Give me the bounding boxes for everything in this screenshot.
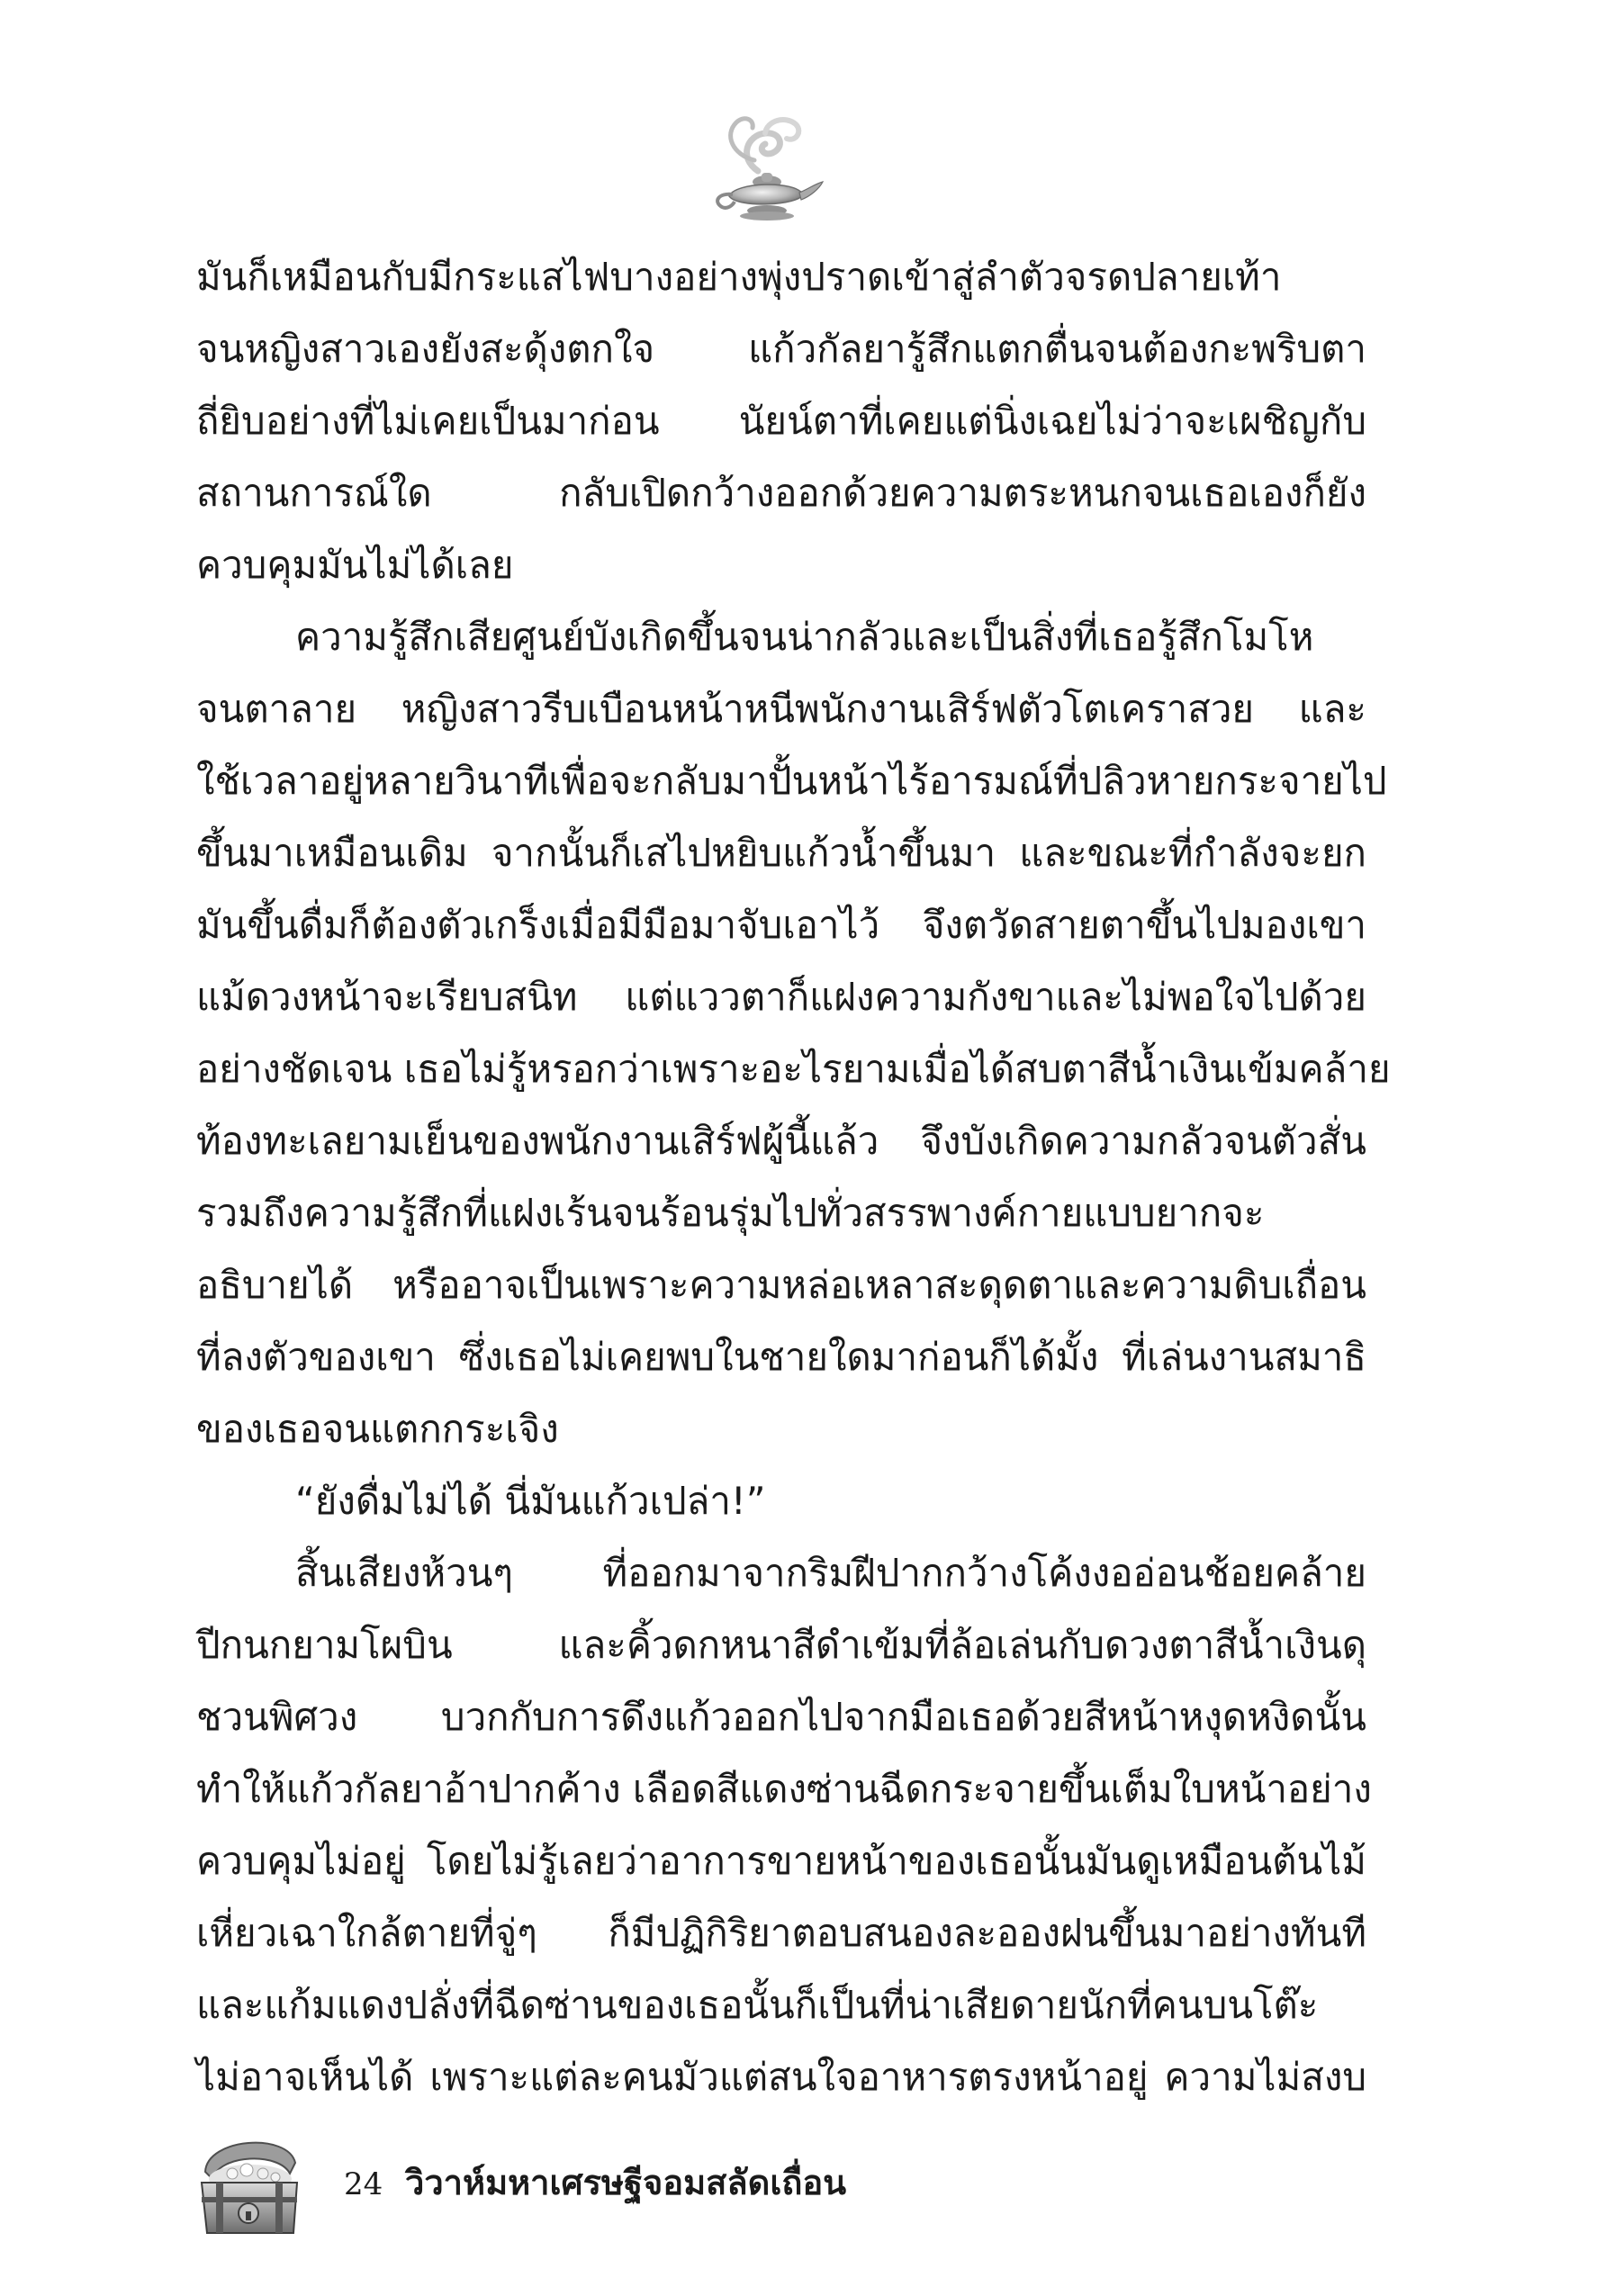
text-line: ควบคุมไม่อยู่ โดยไม่รู้เลยว่าอาการขายหน้าของเธอนั้นมันดูเหมือนต้นไม้ [196, 1839, 1366, 1883]
text-line: ใช้เวลาอยู่หลายวินาทีเพื่อจะกลับมาปั้นหน้าไร้อารมณ์ที่ปลิวหายกระจายไป [196, 759, 1387, 803]
text-line: แม้ดวงหน้าจะเรียบสนิท แต่แววตาก็แฝงความกังขาและไม่พอใจไปด้วย [196, 975, 1366, 1019]
text-line: ปีกนกยามโผบิน และคิ้วดกหนาสีดำเข้มที่ล้อเล่นกับดวงตาสีน้ำเงินดุ [196, 1623, 1366, 1667]
paragraph [196, 241, 1366, 601]
text-line: จนหญิงสาวเองยังสะดุ้งตกใจ แก้วกัลยารู้สึกแตกตื่นจนต้องกะพริบตา [196, 327, 1366, 371]
text-line: เหี่ยวเฉาใกล้ตายที่จู่ๆ ก็มีปฏิกิริยาตอบสนองละอองฝนขึ้นมาอย่างทันที [196, 1911, 1366, 1955]
treasure-chest-icon [189, 2120, 315, 2246]
text-line: ชวนพิศวง บวกกับการดึงแก้วออกไปจากมือเธอด้วยสีหน้าหงุดหงิดนั้น [196, 1695, 1366, 1739]
body-text [196, 241, 1391, 2113]
paragraph [196, 1465, 1366, 1537]
page-footer [189, 2120, 999, 2246]
text-line: ความรู้สึกเสียศูนย์บังเกิดขึ้นจนน่ากลัวและเป็นสิ่งที่เธอรู้สึกโมโห [295, 615, 1314, 659]
text-line: ที่ลงตัวของเขา ซึ่งเธอไม่เคยพบในชายใดมาก่อนก็ได้มั้ง ที่เล่นงานสมาธิ [196, 1335, 1366, 1379]
text-line: มันขึ้นดื่มก็ต้องตัวเกร็งเมื่อมีมือมาจับเอาไว้ จึงตวัดสายตาขึ้นไปมองเขา [196, 903, 1366, 947]
genie-lamp-icon [702, 108, 828, 225]
text-line: ไม่อาจเห็นได้ เพราะแต่ละคนมัวแต่สนใจอาหารตรงหน้าอยู่ ความไม่สงบ [196, 2055, 1366, 2099]
text-line: มันก็เหมือนกับมีกระแสไฟบางอย่างพุ่งปราดเข้าสู่ลำตัวจรดปลายเท้า [196, 255, 1282, 299]
paragraph [196, 1537, 1372, 2113]
text-line: สถานการณ์ใด กลับเปิดกว้างออกด้วยความตระหนกจนเธอเองก็ยัง [196, 471, 1366, 515]
text-line: ของเธอจนแตกกระเจิง [196, 1407, 559, 1451]
text-line: ขึ้นมาเหมือนเดิม จากนั้นก็เสไปหยิบแก้วน้ำขึ้นมา และขณะที่กำลังจะยก [196, 831, 1366, 875]
text-line: สิ้นเสียงห้วนๆ ที่ออกมาจากริมฝีปากกว้างโค้งงออ่อนช้อยคล้าย [295, 1551, 1366, 1595]
text-line: และแก้มแดงปลั่งที่ฉีดซ่านของเธอนั้นก็เป็นที่น่าเสียดายนักที่คนบนโต๊ะ [196, 1983, 1319, 2027]
text-line: อย่างชัดเจน เธอไม่รู้หรอกว่าเพราะอะไรยามเมื่อได้สบตาสีน้ำเงินเข้มคล้าย [196, 1047, 1391, 1091]
text-line: รวมถึงความรู้สึกที่แฝงเร้นจนร้อนรุ่มไปทั่วสรรพางค์กายแบบยากจะ [196, 1191, 1265, 1235]
text-line: จนตาลาย หญิงสาวรีบเบือนหน้าหนีพนักงานเสิร์ฟตัวโตเคราสวย และ [196, 687, 1366, 731]
text-line: ทำให้แก้วกัลยาอ้าปากค้าง เลือดสีแดงซ่านฉีดกระจายขึ้นเต็มใบหน้าอย่าง [196, 1767, 1372, 1811]
paragraph [196, 601, 1391, 1465]
page-number: 24 [344, 2166, 383, 2202]
text-line: ควบคุมมันไม่ได้เลย [196, 543, 514, 587]
text-line: ท้องทะเลยามเย็นของพนักงานเสิร์ฟผู้นี้แล้ว จึงบังเกิดความกลัวจนตัวสั่น [196, 1119, 1366, 1163]
text-line: อธิบายได้ หรืออาจเป็นเพราะความหล่อเหลาสะดุดตาและความดิบเถื่อน [196, 1263, 1366, 1307]
running-title: วิวาห์มหาเศรษฐีจอมสลัดเถื่อน [405, 2163, 847, 2202]
text-line: “ยังดื่มไม่ได้ นี่มันแก้วเปล่า!” [295, 1479, 766, 1523]
text-line: ถี่ยิบอย่างที่ไม่เคยเป็นมาก่อน นัยน์ตาที่เคยแต่นิ่งเฉยไม่ว่าจะเผชิญกับ [196, 399, 1366, 443]
